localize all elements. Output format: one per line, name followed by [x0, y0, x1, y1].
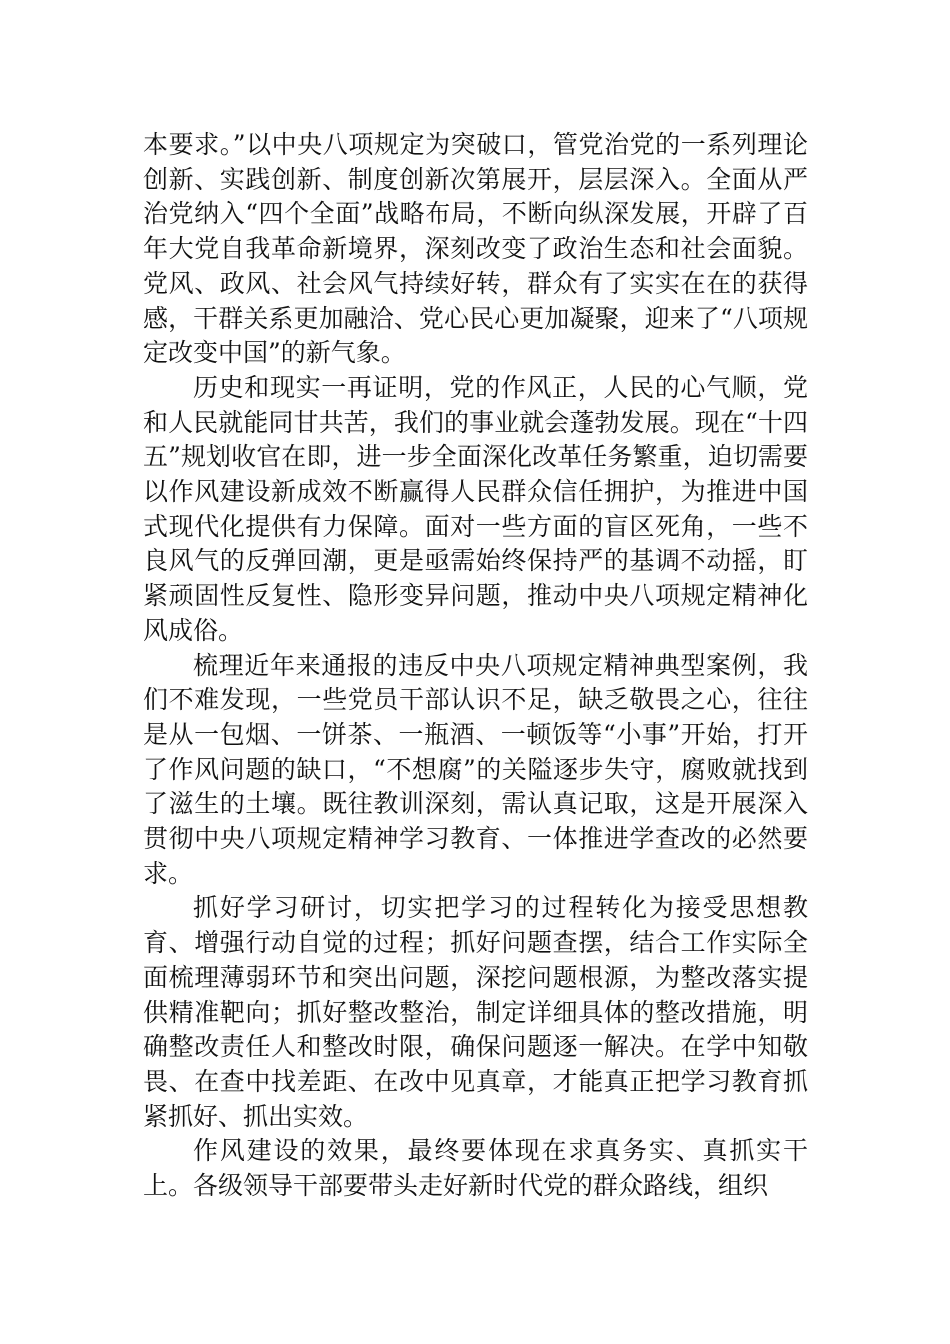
paragraph-3: 梳理近年来通报的违反中央八项规定精神典型案例，我们不难发现，一些党员干部认识不足，缺乏敬畏之心，往往是从一包烟、一饼茶、一瓶酒、一顿饭等“小事”开始，打开了作风问题的缺口，“不想腐”的关隘逐步失守，腐败就找到了滋生的土壤。既往教训深刻，需认真记取，这是开展深入贯彻中央八项规定精神学习教育、一体推进学查改的必然要求。 [143, 650, 808, 888]
document-body [143, 128, 808, 1204]
paragraph-1: 本要求。”以中央八项规定为突破口，管党治党的一系列理论创新、实践创新、制度创新次第展开，层层深入。全面从严治党纳入“四个全面”战略布局，不断向纵深发展，开辟了百年大党自我革命新境界，深刻改变了政治生态和社会面貌。党风、政风、社会风气持续好转，群众有了实实在在的获得感，干群关系更加融洽、党心民心更加凝聚，迎来了“八项规定改变中国”的新气象。 [143, 130, 808, 368]
paragraph-5: 作风建设的效果，最终要体现在求真务实、真抓实干上。各级领导干部要带头走好新时代党的群众路线，组织 [143, 1136, 808, 1201]
paragraph-4: 抓好学习研讨，切实把学习的过程转化为接受思想教育、增强行动自觉的过程；抓好问题查摆，结合工作实际全面梳理薄弱环节和突出问题，深挖问题根源，为整改落实提供精准靶向；抓好整改整治，制定详细具体的整改措施，明确整改责任人和整改时限，确保问题逐一解决。在学中知敬畏、在查中找差距、在改中见真章，才能真正把学习教育抓紧抓好、抓出实效。 [143, 893, 808, 1131]
paragraph-2: 历史和现实一再证明，党的作风正，人民的心气顺，党和人民就能同甘共苦，我们的事业就会蓬勃发展。现在“十四五”规划收官在即，进一步全面深化改革任务繁重，迫切需要以作风建设新成效不断赢得人民群众信任拥护，为推进中国式现代化提供有力保障。面对一些方面的盲区死角，一些不良风气的反弹回潮，更是亟需始终保持严的基调不动摇，盯紧顽固性反复性、隐形变异问题，推动中央八项规定精神化风成俗。 [143, 372, 808, 645]
